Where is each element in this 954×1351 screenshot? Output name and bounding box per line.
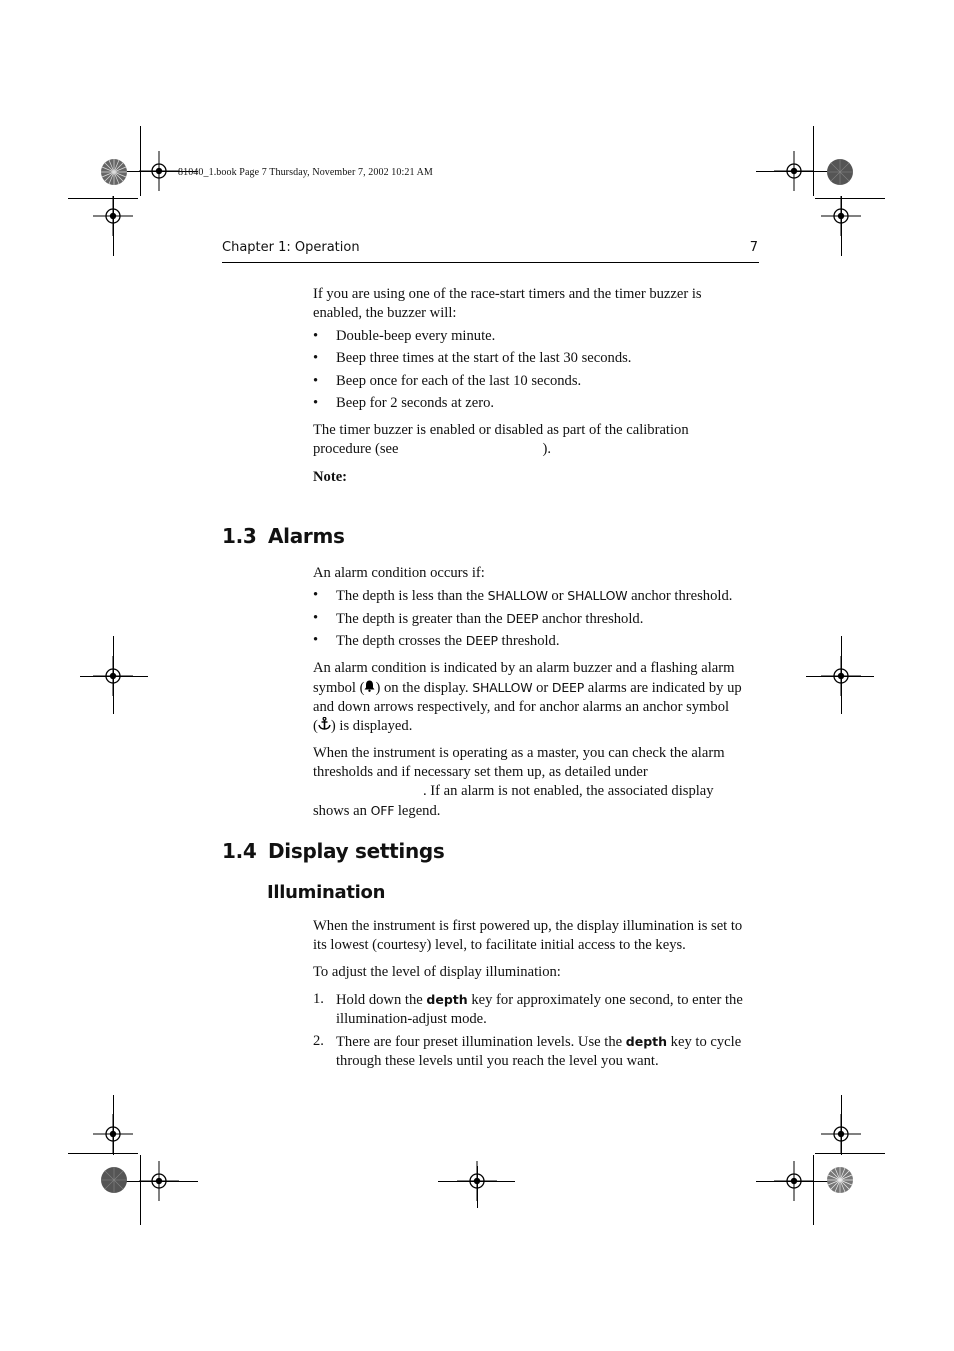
text-line: ( ) is displayed. — [313, 718, 413, 734]
crop-line — [120, 1181, 198, 1182]
section-heading-alarms: 1.3 Alarms — [222, 524, 345, 548]
alarm-master-paragraph — [313, 744, 759, 821]
text-line: The timer buzzer is enabled or disabled as part of the calibration — [313, 422, 689, 438]
crop-line — [80, 676, 148, 677]
crop-line — [841, 636, 842, 714]
crop-line — [841, 196, 842, 256]
text-line: When the instrument is first powered up, the display illumination is set to — [313, 918, 743, 934]
text-line: When the instrument is operating as a master, you can check the alarm — [313, 745, 725, 761]
text-line: . If an alarm is not enabled, the associated display — [423, 783, 714, 799]
crop-line — [113, 1095, 114, 1155]
crop-line — [113, 196, 114, 256]
text-line: its lowest (courtesy) level, to facilitate initial access to the keys. — [313, 937, 686, 953]
crop-line — [113, 636, 114, 714]
crop-line — [806, 676, 874, 677]
page-number: 7 — [749, 240, 758, 255]
chapter-title: Chapter 1: Operation — [222, 240, 360, 255]
crop-line — [477, 1166, 478, 1208]
bell-icon — [364, 679, 375, 698]
illumination-paragraph — [313, 917, 759, 955]
text-line: shows an OFF legend. — [313, 803, 441, 819]
star-target-icon — [100, 158, 128, 186]
star-target-icon — [826, 158, 854, 186]
text-line: procedure (see ). — [313, 441, 551, 457]
crop-line — [841, 1095, 842, 1155]
text-line: and down arrows respectively, and for anchor alarms an anchor symbol — [313, 699, 730, 715]
text-line: thresholds and if necessary set them up, as detailed under — [313, 764, 648, 780]
alarm-indication-paragraph — [313, 659, 759, 736]
crop-line — [756, 1181, 834, 1182]
print-slug: 81040_1.book Page 7 Thursday, November 7, 2002 10:21 AM — [178, 167, 433, 178]
star-target-icon — [100, 1166, 128, 1194]
running-header — [222, 240, 759, 263]
anchor-icon — [318, 717, 331, 736]
illumination-instruction: To adjust the level of display illumination: — [313, 964, 561, 980]
timer-intro — [313, 285, 759, 323]
alarms-intro: An alarm condition occurs if: — [313, 565, 485, 581]
timer-enable-paragraph — [313, 421, 759, 459]
crop-line — [756, 171, 834, 172]
text-line: If you are using one of the race-start timers and the timer buzzer is — [313, 286, 702, 302]
section-heading-display-settings: 1.4 Display settings — [222, 839, 445, 863]
subheading-illumination: Illumination — [267, 882, 386, 903]
note-label: Note: — [313, 469, 348, 485]
star-target-icon — [826, 1166, 854, 1194]
text-line: An alarm condition is indicated by an alarm buzzer and a flashing alarm — [313, 660, 735, 676]
text-line: enabled, the buzzer will: — [313, 305, 457, 321]
text-line: symbol ( ) on the display. SHALLOW or DEEP alarms are indicated by up — [313, 680, 742, 696]
